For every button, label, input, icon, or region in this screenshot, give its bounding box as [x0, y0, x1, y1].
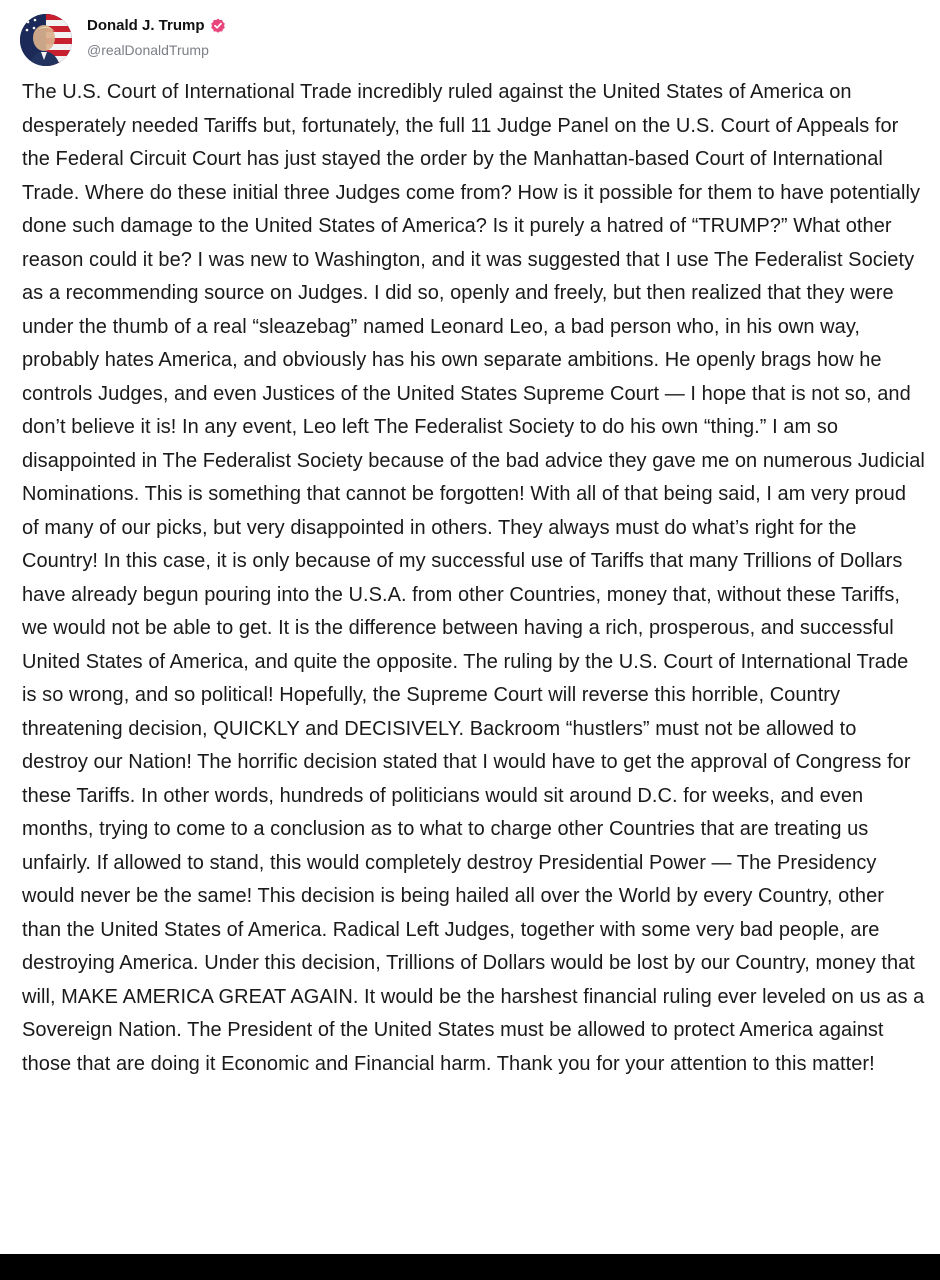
- post-body-text: The U.S. Court of International Trade incredibly ruled against the United States of America on desperately needed Tariffs but, fortunately, the full 11 Judge Panel on the U.S. Court of Appeals for the Federal Circuit Court has just stayed the order by the Manhattan-based Court of International Trade. Where do these initial three Judges come from? How is it possible for them to have potentially done such damage to the United States of America? Is it purely a hatred of “TRUMP?” What other reason could it be? I was new to Washington, and it was suggested that I use The Federalist Society as a recommending source on Judges. I did so, openly and freely, but then realized that they were under the thumb of a real “sleazebag” named Leonard Leo, a bad person who, in his own way, probably hates America, and obviously has his own separate ambitions. He openly brags how he controls Judges, and even Justices of the United States Supreme Court — I hope that is not so, and don’t believe it is! In any event, Leo left The Federalist Society to do his own “thing.” I am so disappointed in The Federalist Society because of the bad advice they gave me on numerous Judicial Nominations. This is something that cannot be forgotten! With all of that being said, I am very proud of many of our picks, but very disappointed in others. They always must do what’s right for the Country! In this case, it is only because of my successful use of Tariffs that many Trillions of Dollars have already begun pouring into the U.S.A. from other Countries, money that, without these Tariffs, we would not be able to get. It is the difference between having a rich, prosperous, and successful United States of America, and quite the opposite. The ruling by the U.S. Court of International Trade is so wrong, and so political! Hopefully, the Supreme Court will reverse this horrible, Country threatening decision, QUICKLY and DECISIVELY. Backroom “hustlers” must not be allowed to destroy our Nation! The horrific decision stated that I would have to get the approval of Congress for these Tariffs. In other words, hundreds of politicians would sit around D.C. for weeks, and even months, trying to come to a conclusion as to what to charge other Countries that are treating us unfairly. If allowed to stand, this would completely destroy Presidential Power — The Presidency would never be the same! This decision is being hailed all over the World by every Country, other than the United States of America. Radical Left Judges, together with some very bad people, are destroying America. Under this decision, Trillions of Dollars would be lost by our Country, money that will, MAKE AMERICA GREAT AGAIN. It would be the harshest financial ruling ever leveled on us as a Sovereign Nation. The President of the United States must be allowed to protect America against those that are doing it Economic and Financial harm. Thank you for your attention to this matter!: [22, 81, 925, 1075]
- avatar-flag-portrait-icon: [20, 14, 72, 66]
- author-display-name[interactable]: Donald J. Trump: [87, 17, 205, 34]
- author-name-line: [87, 17, 226, 34]
- verified-badge-icon: [210, 18, 226, 34]
- bottom-black-bar: [0, 1254, 940, 1280]
- avatar[interactable]: [20, 14, 72, 66]
- author-handle[interactable]: @realDonaldTrump: [87, 42, 209, 58]
